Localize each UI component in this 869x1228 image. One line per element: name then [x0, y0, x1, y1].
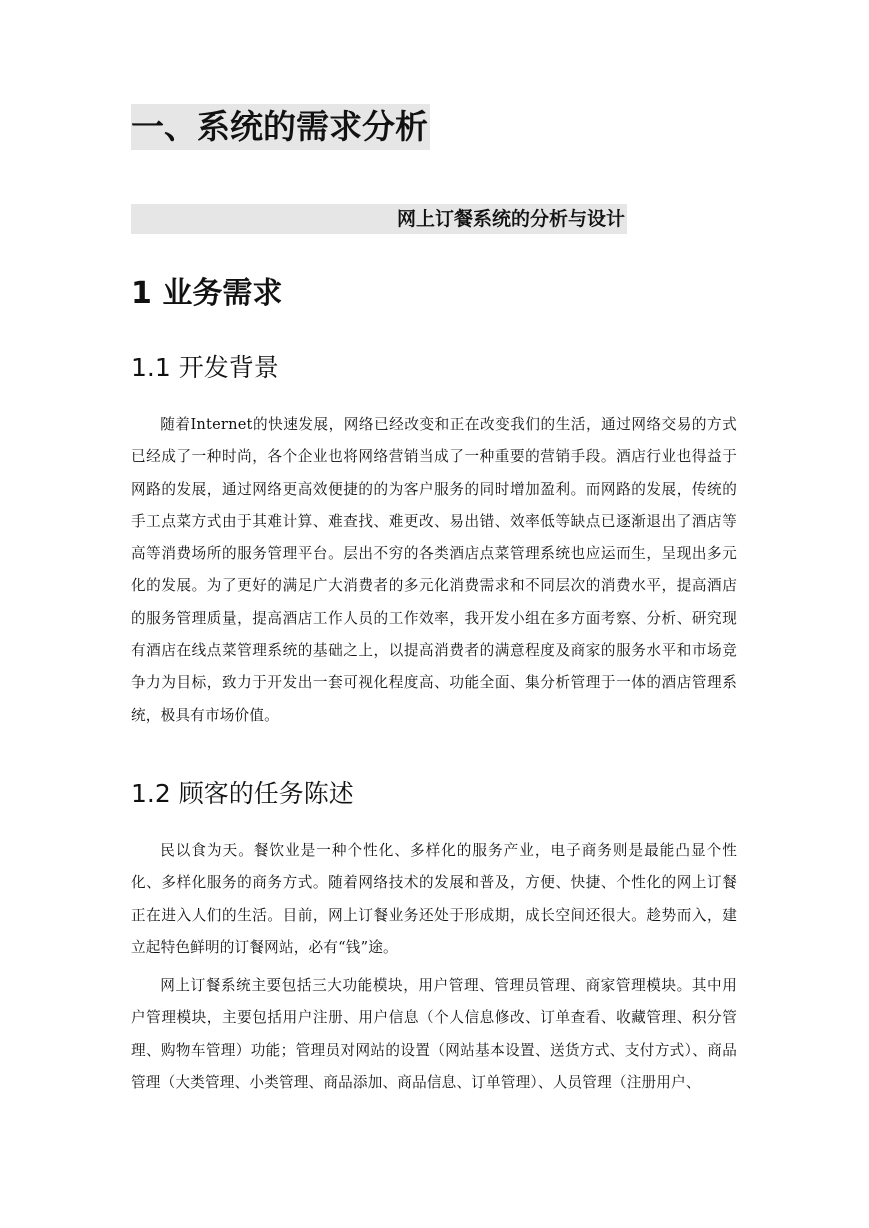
chapter-title: 一、系统的需求分析 [131, 104, 430, 150]
document-subtitle: 网上订餐系统的分析与设计 [396, 208, 625, 230]
section-1-1-heading: 1.1 开发背景 [131, 353, 279, 382]
section-1-1-paragraph: 随着Internet的快速发展，网络已经改变和正在改变我们的生活，通过网络交易的方式已经成了一种时尚，各个企业也将网络营销当成了一种重要的营销手段。酒店行业也得益于网路的发展，通过网络更高效便捷的的为客户服务的同时增加盈利。而网路的发展，传统的手工点菜方式由于其难计算、难查找、难更改、易出错、效率低等缺点已逐渐退出了酒店等高等消费场所的服务管理平台。层出不穷的各类酒店点菜管理系统也应运而生，呈现出多元化的发展。为了更好的满足广大消费者的多元化消费需求和不同层次的消费水平，提高酒店的服务管理质量，提高酒店工作人员的工作效率，我开发小组在多方面考察、分析、研究现有酒店在线点菜管理系统的基础之上，以提高消费者的满意程度及商家的服务水平和市场竞争力为目标，致力于开发出一套可视化程度高、功能全面、集分析管理于一体的酒店管理系统，极具有市场价值。 [131, 416, 737, 724]
section-1-2-paragraph-2: 网上订餐系统主要包括三大功能模块，用户管理、管理员管理、商家管理模块。其中用户管理模块，主要包括用户注册、用户信息（个人信息修改、订单查看、收藏管理、积分管理、购物车管理）功能；管理员对网站的设置（网站基本设置、送货方式、支付方式）、商品管理（大类管理、小类管理、商品添加、商品信息、订单管理）、人员管理（注册用户、 [131, 977, 737, 1091]
section-1-2-paragraph-1: 民以食为天。餐饮业是一种个性化、多样化的服务产业，电子商务则是最能凸显个性化、多样化服务的商务方式。随着网络技术的发展和普及，方便、快捷、个性化的网上订餐正在进入人们的生活。目前，网上订餐业务还处于形成期，成长空间还很大。趁势而入，建立起特色鲜明的订餐网站，必有“钱”途。 [131, 842, 737, 956]
section-1-2-heading: 1.2 顾客的任务陈述 [131, 779, 354, 808]
subtitle-highlight-bar [131, 204, 627, 234]
section-1-heading: 1 业务需求 [131, 276, 283, 311]
